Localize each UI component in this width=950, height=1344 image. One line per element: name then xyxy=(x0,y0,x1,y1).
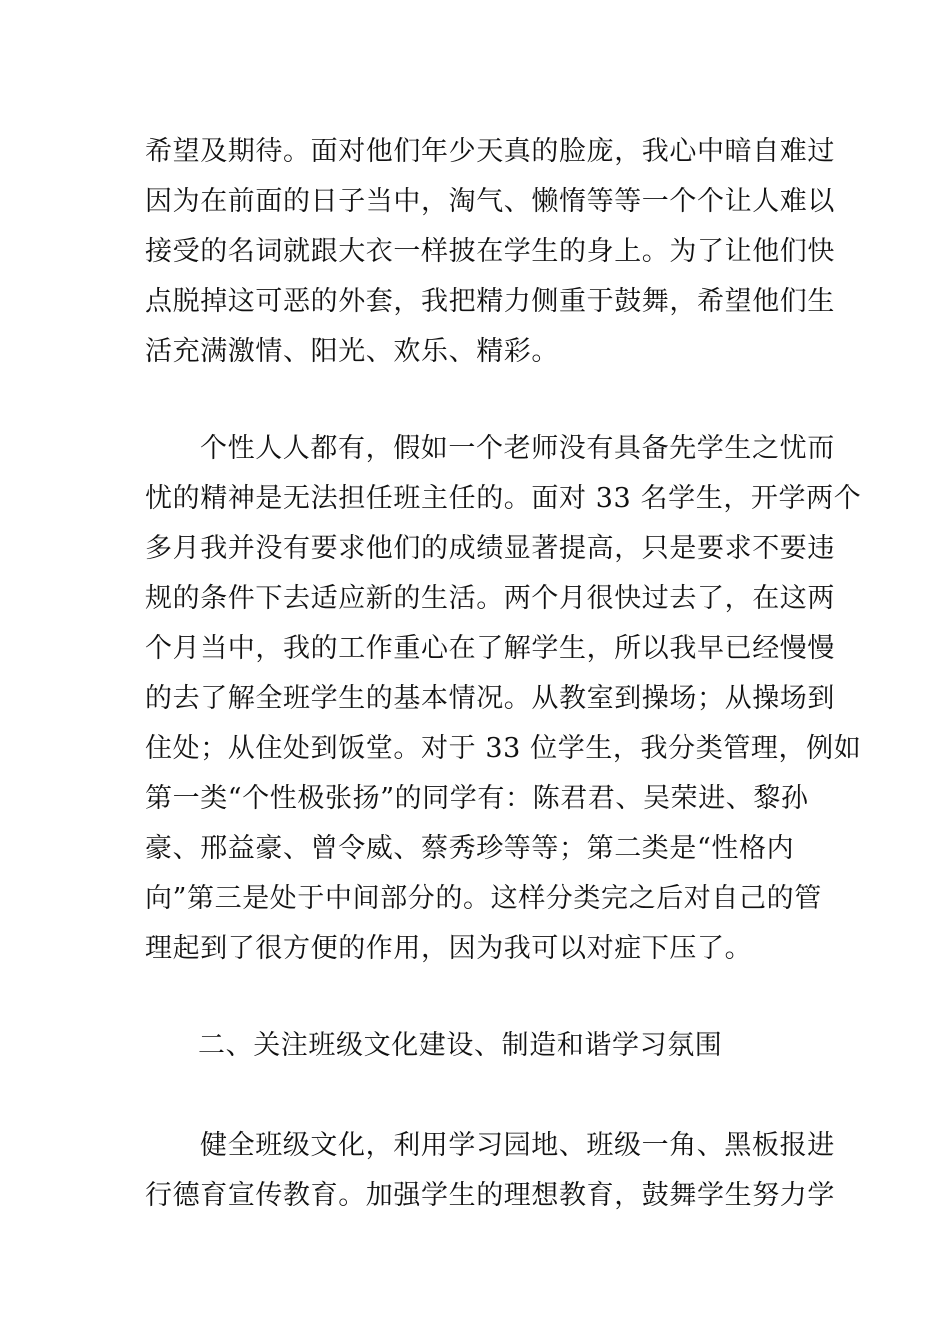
paragraph-line: 因为在前面的日子当中，淘气、懒惰等等一个个让人难以 xyxy=(145,186,835,217)
paragraph-line: 住处；从住处到饭堂。对于 33 位学生，我分类管理，例如 xyxy=(145,733,862,764)
paragraph-line: 理起到了很方便的作用，因为我可以对症下压了。 xyxy=(145,933,753,964)
paragraph-line: 的去了解全班学生的基本情况。从教室到操场；从操场到 xyxy=(145,683,835,714)
paragraph-line: 个月当中，我的工作重心在了解学生，所以我早已经慢慢 xyxy=(145,633,835,664)
section-heading: 二、关注班级文化建设、制造和谐学习氛围 xyxy=(198,1030,723,1061)
paragraph-line: 点脱掉这可恶的外套，我把精力侧重于鼓舞，希望他们生 xyxy=(145,286,835,317)
paragraph-line: 个性人人都有，假如一个老师没有具备先学生之忧而 xyxy=(200,433,835,464)
paragraph-line: 接受的名词就跟大衣一样披在学生的身上。为了让他们快 xyxy=(145,236,835,267)
paragraph-line: 多月我并没有要求他们的成绩显著提高，只是要求不要违 xyxy=(145,533,835,564)
paragraph-line: 规的条件下去适应新的生活。两个月很快过去了，在这两 xyxy=(145,583,835,614)
paragraph-line: 活充满激情、阳光、欢乐、精彩。 xyxy=(145,336,559,367)
paragraph-line: 行德育宣传教育。加强学生的理想教育，鼓舞学生努力学 xyxy=(145,1180,835,1211)
paragraph-line: 希望及期待。面对他们年少天真的脸庞，我心中暗自难过 xyxy=(145,136,835,167)
paragraph-line: 向”第三是处于中间部分的。这样分类完之后对自己的管 xyxy=(145,883,822,914)
paragraph-line: 第一类“个性极张扬”的同学有：陈君君、吴荣进、黎孙 xyxy=(145,783,809,814)
paragraph-line: 豪、邢益豪、曾令威、蔡秀珍等等；第二类是“性格内 xyxy=(145,833,795,864)
paragraph-line: 忧的精神是无法担任班主任的。面对 33 名学生，开学两个 xyxy=(145,483,862,514)
paragraph-line: 健全班级文化，利用学习园地、班级一角、黑板报进 xyxy=(200,1130,835,1161)
